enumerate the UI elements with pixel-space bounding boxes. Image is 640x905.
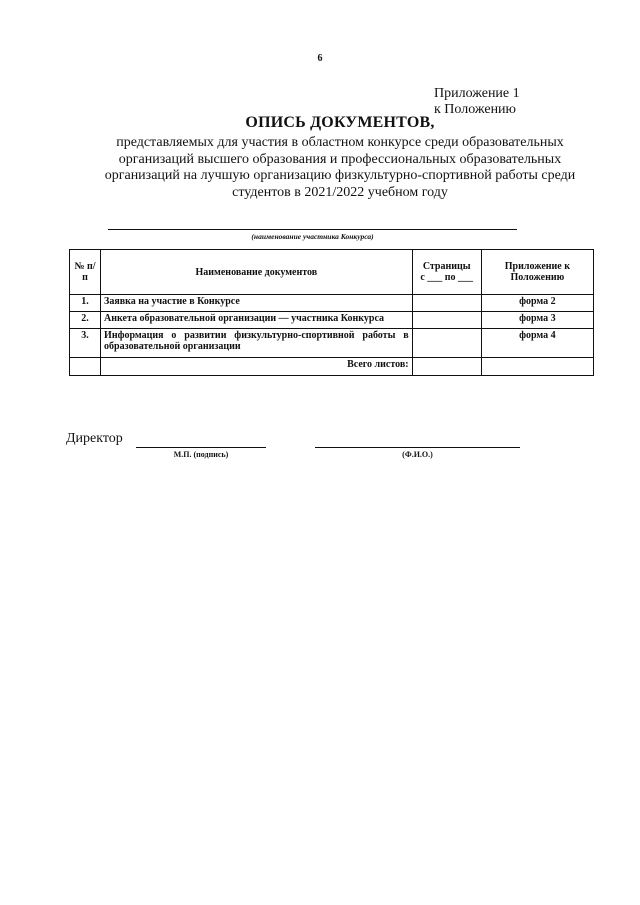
header-pages-line-1: Страницы — [422, 261, 471, 272]
participant-name-line — [108, 229, 517, 230]
table-header-row — [70, 250, 594, 295]
documents-table — [69, 249, 594, 376]
header-appendix: Приложение к Положению — [481, 250, 593, 295]
row-name: Информация о развитии физкультурно-спортивной работы в образовательной организации — [101, 329, 413, 358]
table-row — [70, 329, 594, 358]
table-total-row — [70, 358, 594, 376]
appendix-line-2: к Положению — [434, 102, 517, 117]
header-name: Наименование документов — [101, 250, 413, 295]
row-appendix: форма 2 — [481, 295, 593, 312]
row-name: Заявка на участие в Конкурсе — [101, 295, 413, 312]
total-empty-cell — [70, 358, 101, 376]
table-row — [70, 312, 594, 329]
row-pages — [412, 312, 481, 329]
signature-caption: М.П. (подпись) — [173, 450, 229, 459]
header-number: № п/п — [70, 250, 101, 295]
row-number: 2. — [70, 312, 101, 329]
total-pages-cell — [412, 358, 481, 376]
fio-caption: (Ф.И.О.) — [402, 450, 433, 459]
row-number: 3. — [70, 329, 101, 358]
total-label: Всего листов: — [101, 358, 413, 376]
total-appendix-cell — [481, 358, 593, 376]
row-pages — [412, 295, 481, 312]
row-number: 1. — [70, 295, 101, 312]
director-label: Директор — [66, 431, 123, 446]
row-pages — [412, 329, 481, 358]
row-appendix: форма 3 — [481, 312, 593, 329]
participant-caption: (наименование участника Конкурса) — [251, 232, 374, 241]
header-pages-line-2: с ___ по ___ — [420, 272, 474, 283]
header-pages — [412, 250, 481, 295]
row-appendix: форма 4 — [481, 329, 593, 358]
appendix-line-1: Приложение 1 — [434, 86, 520, 101]
signature-line — [136, 447, 266, 448]
fio-line — [315, 447, 520, 448]
row-name: Анкета образовательной организации — участника Конкурса — [101, 312, 413, 329]
page-number: 6 — [317, 53, 323, 64]
table-row — [70, 295, 594, 312]
document-subtitle: представляемых для участия в областном конкурсе среди образовательных организаций высшего образования и профессиональных образовательных организаций на лучшую организацию физкультурно-спортивной работы среди студентов в 2021/2022 учебном году — [104, 135, 576, 200]
document-title: ОПИСЬ ДОКУМЕНТОВ, — [245, 114, 435, 131]
